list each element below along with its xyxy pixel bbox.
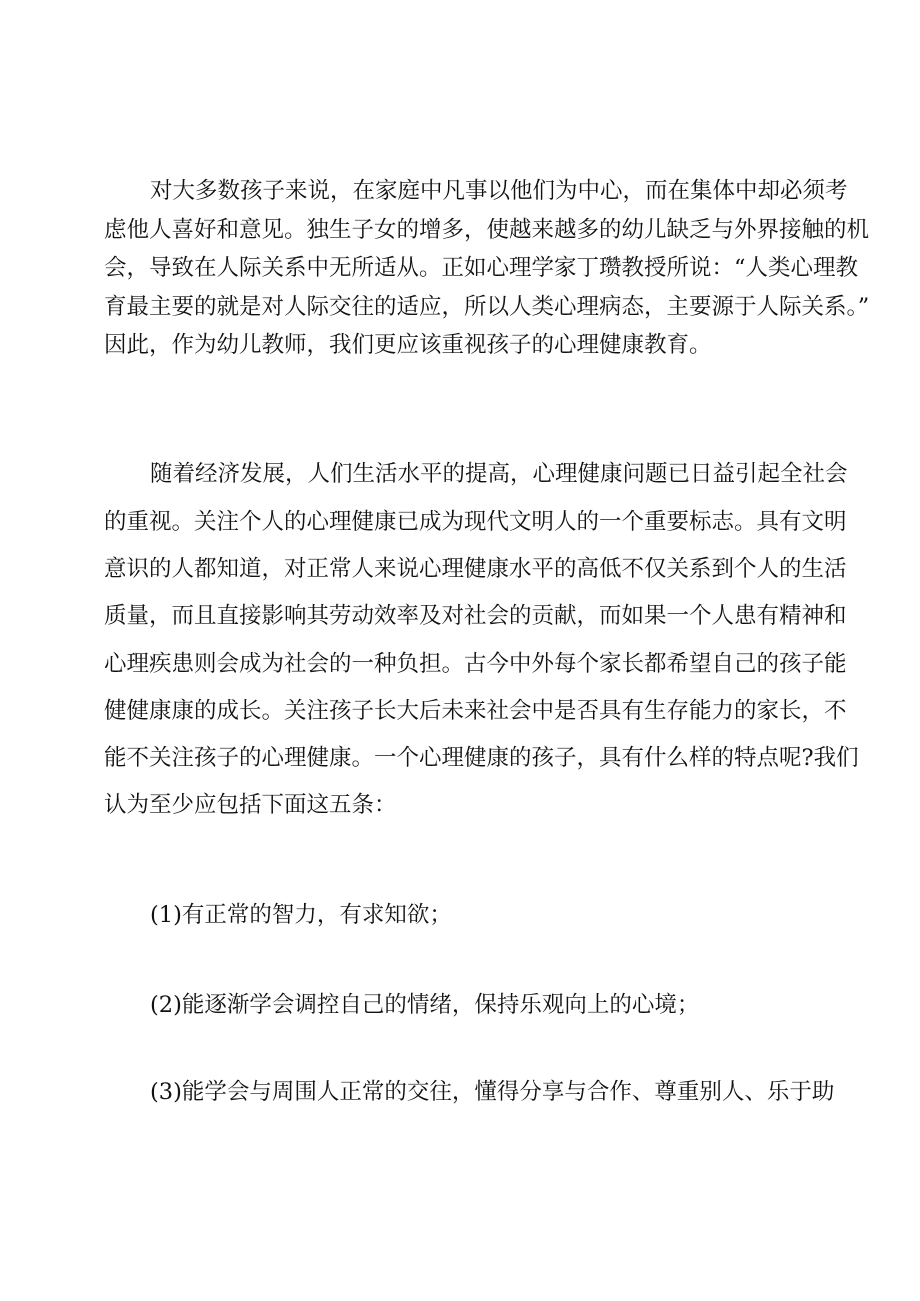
- paragraph-line: 虑他人喜好和意见。独生子女的增多，使越来越多的幼儿缺乏与外界接触的机: [104, 217, 870, 243]
- list-item: (1)有正常的智力，有求知欲；: [150, 902, 452, 928]
- list-item: (2)能逐渐学会调控自己的情绪，保持乐观向上的心境；: [150, 992, 700, 1018]
- paragraph-line: 对大多数孩子来说，在家庭中凡事以他们为中心，而在集体中却必须考: [150, 178, 848, 204]
- paragraph-line: 意识的人都知道，对正常人来说心理健康水平的高低不仅关系到个人的生活: [104, 556, 847, 582]
- paragraph-line: 的重视。关注个人的心理健康已成为现代文明人的一个重要标志。具有文明: [104, 509, 847, 535]
- paragraph-line: 认为至少应包括下面这五条：: [104, 792, 397, 818]
- paragraph-line: 健健康康的成长。关注孩子长大后未来社会中是否具有生存能力的家长，不: [104, 698, 847, 724]
- paragraph-line: 会，导致在人际关系中无所适从。正如心理学家丁瓒教授所说：“人类心理教: [104, 255, 859, 281]
- paragraph-line: 心理疾患则会成为社会的一种负担。古今中外每个家长都希望自己的孩子能: [104, 651, 847, 677]
- paragraph-line: 能不关注孩子的心理健康。一个心理健康的孩子，具有什么样的特点呢?我们: [104, 745, 859, 771]
- paragraph-line: 育最主要的就是对人际交往的适应，所以人类心理病态，主要源于人际关系。”: [104, 294, 870, 320]
- paragraph-line: 质量，而且直接影响其劳动效率及对社会的贡献，而如果一个人患有精神和: [104, 603, 847, 629]
- list-item: (3)能学会与周围人正常的交往，懂得分享与合作、尊重别人、乐于助: [150, 1079, 835, 1105]
- paragraph-line: 因此，作为幼儿教师，我们更应该重视孩子的心理健康教育。: [104, 332, 712, 358]
- paragraph-line: 随着经济发展，人们生活水平的提高，心理健康问题已日益引起全社会: [150, 461, 848, 487]
